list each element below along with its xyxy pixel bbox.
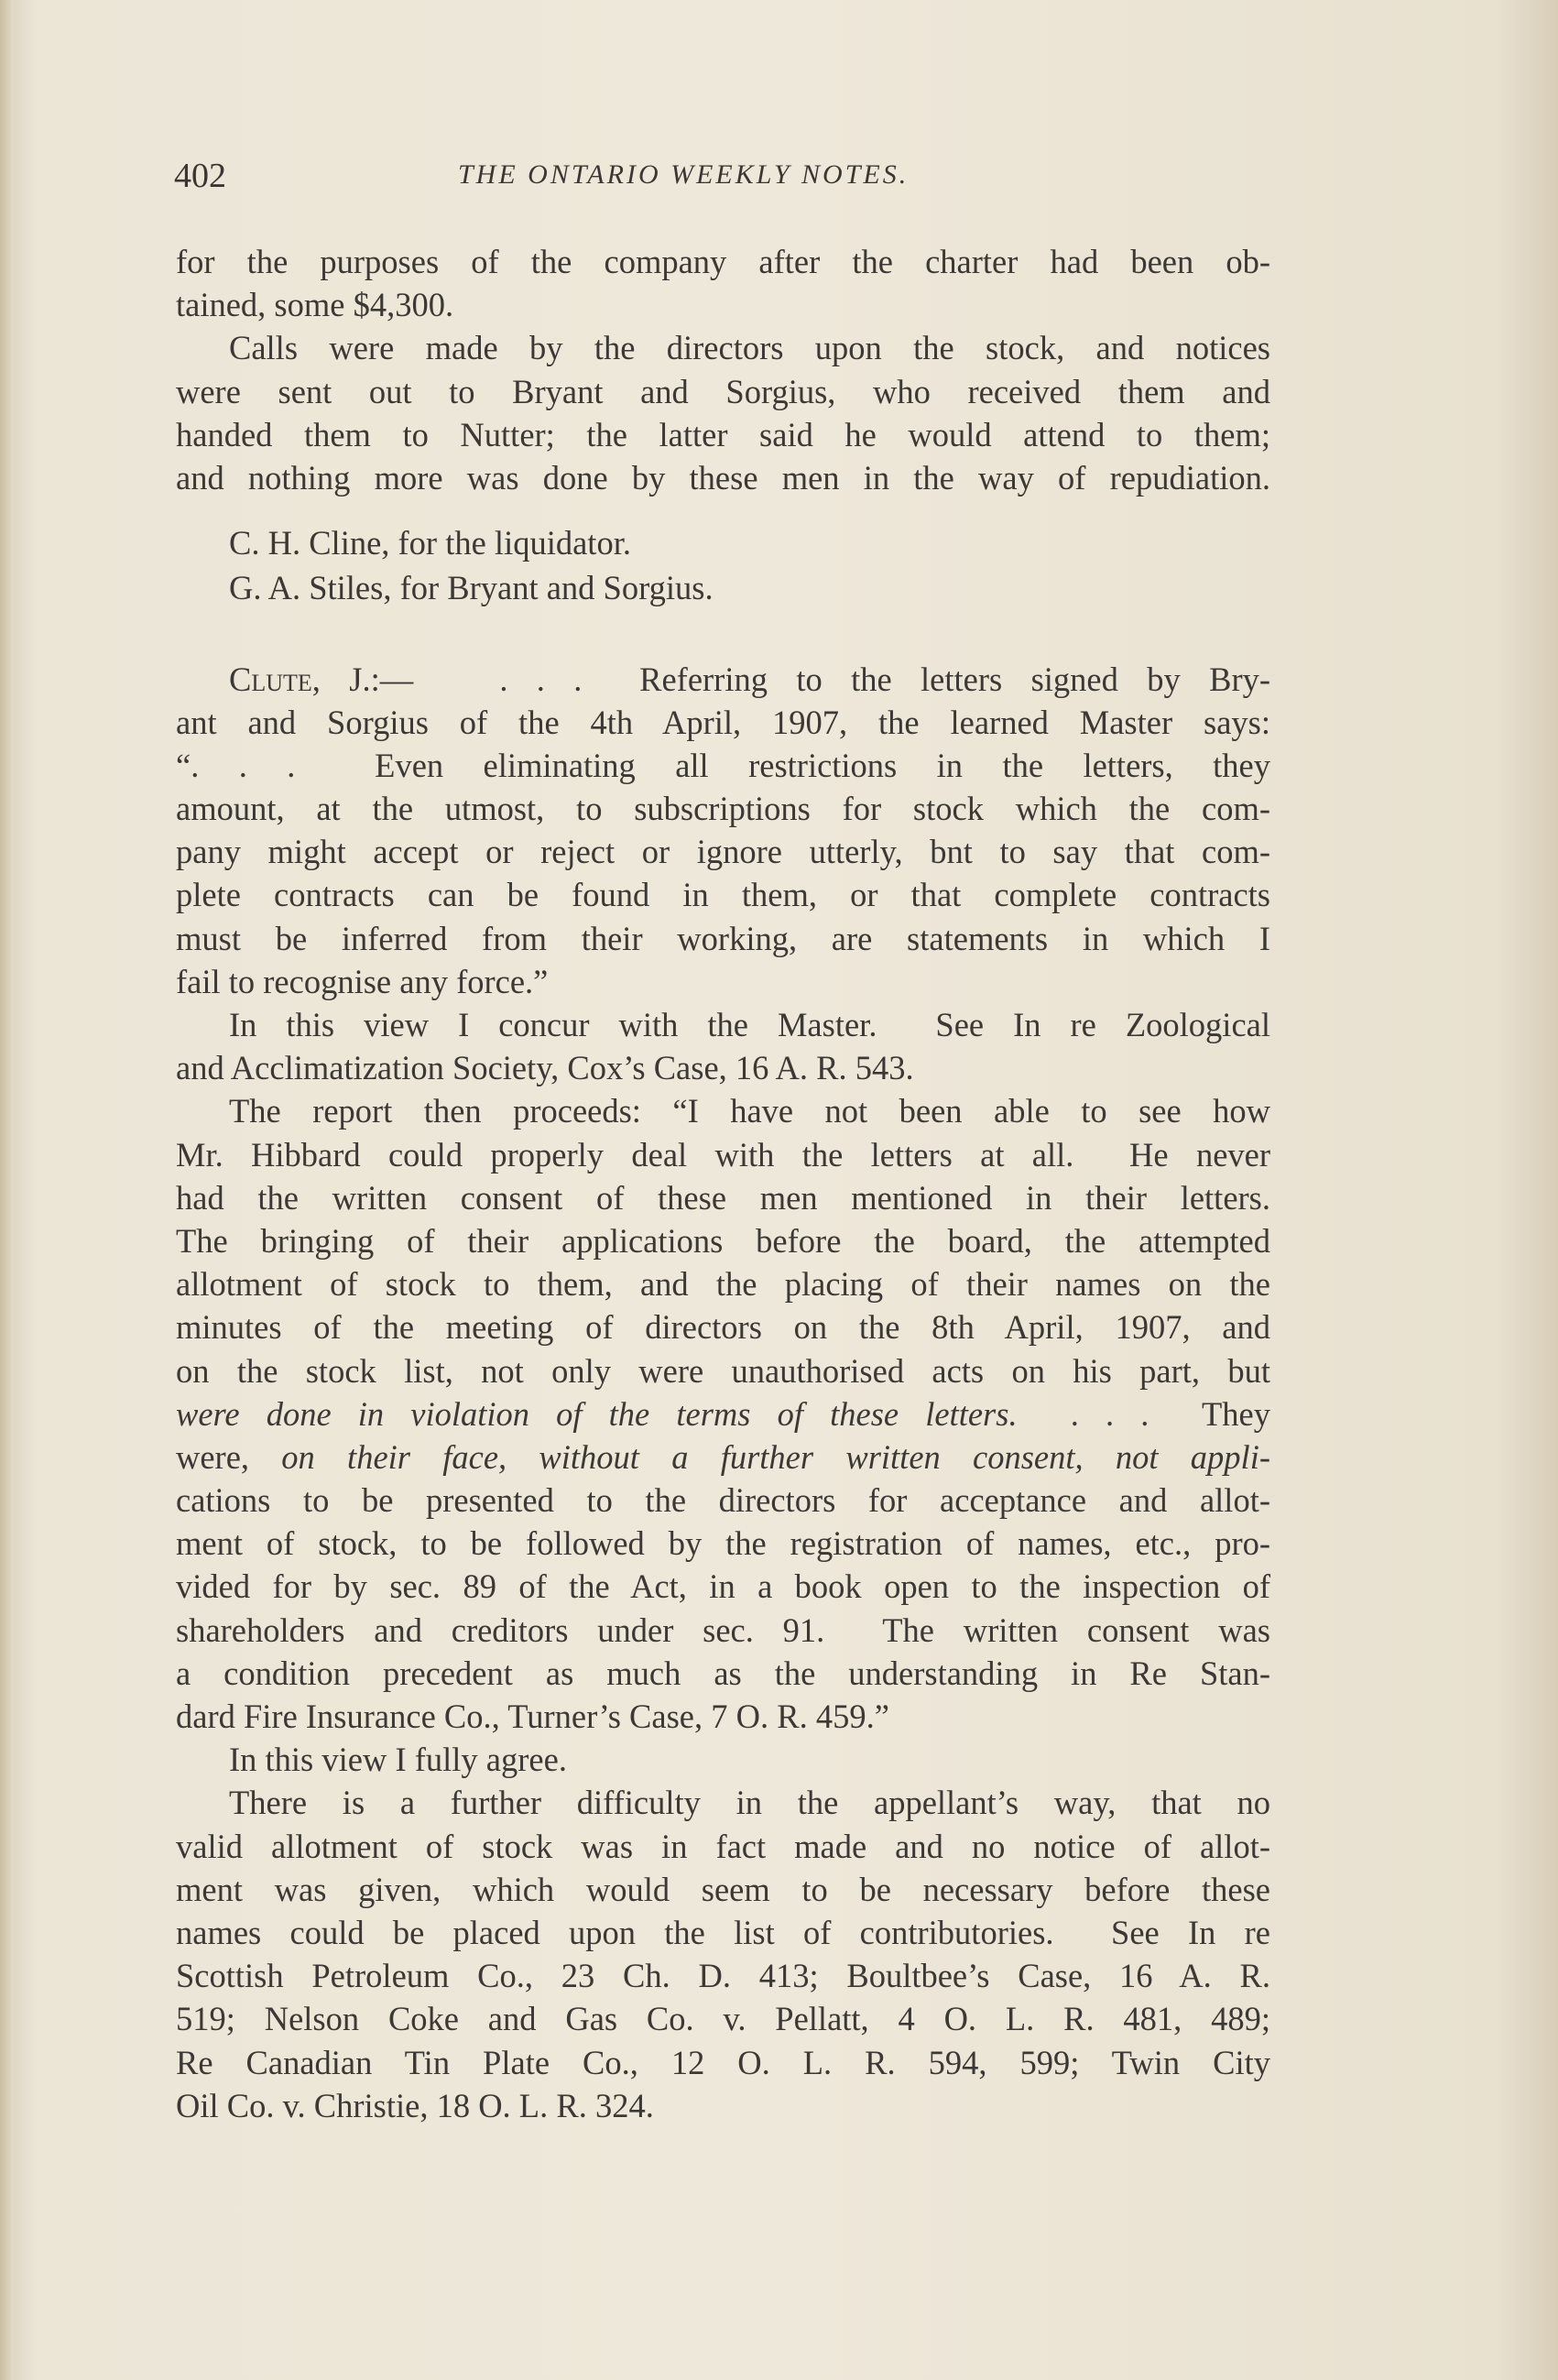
- text-line: shareholders and creditors under sec. 91. The written consent was: [176, 1610, 1270, 1649]
- text-line: fail to recognise any force.”: [176, 962, 549, 1000]
- text-line: were sent out to Bryant and Sorgius, who received them and: [176, 372, 1270, 410]
- text-line: on the stock list, not only were unauthorised acts on his part, but: [176, 1351, 1270, 1390]
- text-line: allotment of stock to them, and the placing of their names on the: [176, 1265, 1270, 1304]
- text-line: [176, 1392, 1270, 1436]
- text-segment: were,: [176, 1437, 282, 1476]
- text-line: There is a further difficulty in the appellant’s way, that no: [229, 1784, 1270, 1822]
- judge-name: Clute, J.: [229, 660, 371, 698]
- judgment-opening: [176, 658, 1270, 701]
- text-line: had the written consent of these men mentioned in their letters.: [176, 1178, 1270, 1217]
- text-line: The report then proceeds: “I have not been able to see how: [229, 1092, 1270, 1130]
- text-line: dard Fire Insurance Co., Turner’s Case, 7 O. R. 459.”: [176, 1698, 889, 1735]
- italic-text: on their face, without a further written consent, not appli-: [281, 1437, 1270, 1476]
- text-line: In this view I concur with the Master. See In re Zoological: [229, 1006, 1270, 1043]
- body-text: [176, 240, 1270, 2127]
- text-line: must be inferred from their working, are statements in which I: [176, 919, 1270, 957]
- text-line: tained, some $4,300.: [176, 286, 454, 324]
- judgment-text: :— . . . Referring to the letters signed by Bry-: [370, 660, 1270, 698]
- text-line: and nothing more was done by these men in the way of repudiation.: [176, 458, 1270, 497]
- text-line: ment of stock, to be followed by the registration of names, etc., pro-: [176, 1524, 1270, 1563]
- text-line: cations to be presented to the directors for acceptance and allot-: [176, 1481, 1270, 1520]
- text-line: for the purposes of the company after the charter had been ob-: [176, 243, 1270, 280]
- text-line: names could be placed upon the list of contributories. See In re: [176, 1913, 1270, 1951]
- text-line: ment was given, which would seem to be necessary before these: [176, 1870, 1270, 1908]
- counsel-line: G. A. Stiles, for Bryant and Sorgius.: [229, 569, 714, 607]
- text-line: valid allotment of stock was in fact made and no notice of allot-: [176, 1827, 1270, 1865]
- text-line: Mr. Hibbard could properly deal with the letters at all. He never: [176, 1135, 1270, 1174]
- page-header: [174, 156, 1273, 202]
- text-line: handed them to Nutter; the latter said he would attend to them;: [176, 415, 1270, 453]
- text-line: pany might accept or reject or ignore utterly, bnt to say that com-: [176, 833, 1270, 871]
- text-line: The bringing of their applications before the board, the attempted: [176, 1221, 1270, 1260]
- text-line: Scottish Petroleum Co., 23 Ch. D. 413; Boultbee’s Case, 16 A. R.: [176, 1957, 1270, 1995]
- text-line: plete contracts can be found in them, or that complete contracts: [176, 876, 1270, 914]
- text-line: vided for by sec. 89 of the Act, in a book open to the inspection of: [176, 1567, 1270, 1606]
- text-line: Oil Co. v. Christie, 18 O. L. R. 324.: [176, 2086, 654, 2124]
- running-title: THE ONTARIO WEEKLY NOTES.: [458, 159, 910, 190]
- text-line: a condition precedent as much as the understanding in Re Stan-: [176, 1654, 1270, 1692]
- text-line: minutes of the meeting of directors on the 8th April, 1907, and: [176, 1308, 1270, 1347]
- counsel-line: C. H. Cline, for the liquidator.: [229, 524, 631, 562]
- page-edge: [0, 0, 13, 2380]
- text-segment: . . . They: [1017, 1394, 1270, 1433]
- text-line: [176, 1436, 1270, 1479]
- text-line: amount, at the utmost, to subscriptions for stock which the com-: [176, 790, 1270, 828]
- italic-text: were done in violation of the terms of these letters.: [176, 1394, 1018, 1433]
- text-line: Calls were made by the directors upon the stock, and notices: [229, 329, 1270, 367]
- text-line: In this view I fully agree.: [229, 1741, 567, 1779]
- text-line: Re Canadian Tin Plate Co., 12 O. L. R. 594, 599; Twin City: [176, 2043, 1270, 2081]
- text-line: “. . . Even eliminating all restrictions in the letters, they: [176, 746, 1270, 784]
- text-line: ant and Sorgius of the 4th April, 1907, the learned Master says:: [176, 703, 1270, 741]
- text-line: 519; Nelson Coke and Gas Co. v. Pellatt, 4 O. L. R. 481, 489;: [176, 2000, 1270, 2038]
- text-line: and Acclimatization Society, Cox’s Case, 16 A. R. 543.: [176, 1049, 914, 1087]
- page-number: 402: [174, 157, 226, 195]
